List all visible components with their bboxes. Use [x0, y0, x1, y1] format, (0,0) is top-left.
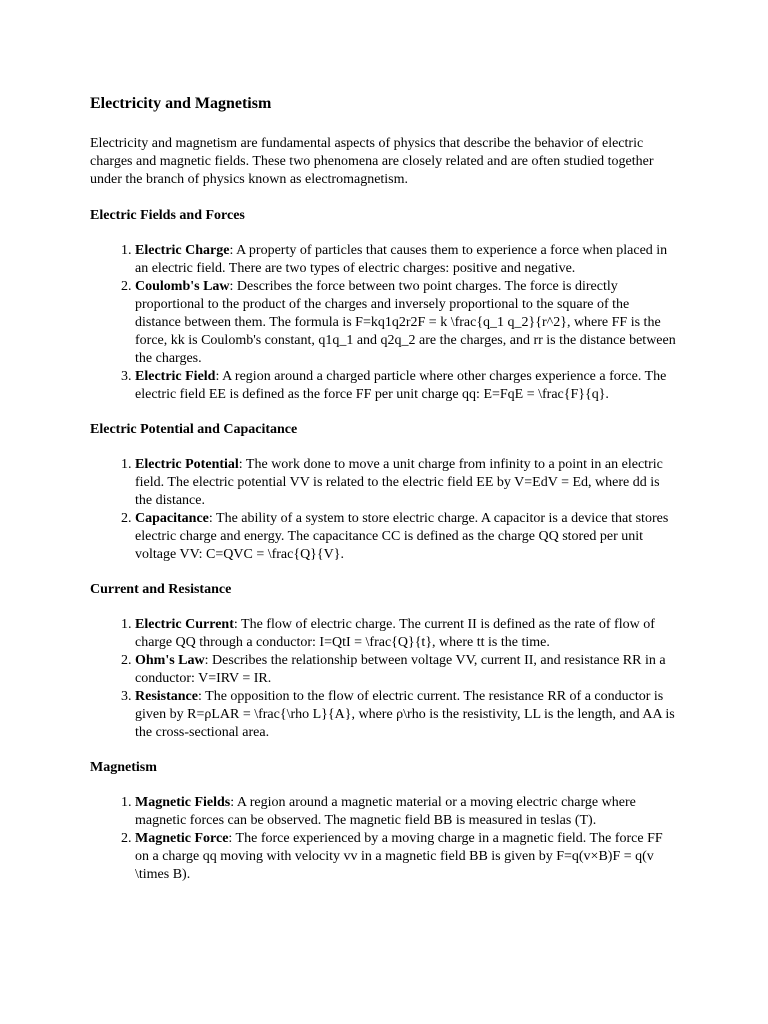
intro-paragraph: Electricity and magnetism are fundamental aspects of physics that describe the behavior of electric charges and magnetic fields. These two phenomena are closely related and are often studied together under the branch of physics known as electromagnetism. — [90, 136, 654, 187]
list-item — [135, 456, 678, 510]
list-item — [135, 242, 678, 278]
list-item-text: : The force experienced by a moving charge in a magnetic field. The force FF on a charge qq moving with velocity vv in a magnetic field BB is given by F=q(v×B)F = q(v \times B). — [135, 831, 663, 882]
list-item-term: Coulomb's Law — [135, 279, 230, 294]
list-item-text: : A property of particles that causes them to experience a force when placed in an electric field. There are two types of electric charges: positive and negative. — [135, 243, 668, 276]
list-item-text: : Describes the force between two point charges. The force is directly proportional to the product of the charges and inversely proportional to the square of the distance between them. The formula is F=kq1q2r2F = k \frac{q_1 q_2}{r^2}, where FF is the force, kk is Coulomb's constant, q1q_1 and q2q_2 are the charges, and rr is the distance between the charges. — [135, 279, 676, 366]
list-item-text: : The work done to move a unit charge from infinity to a point in an electric field. The electric potential VV is related to the electric field EE by V=EdV = Ed, where dd is the distance. — [135, 457, 663, 508]
section-list-current-resistance — [90, 616, 678, 742]
list-item-text: : Describes the relationship between voltage VV, current II, and resistance RR in a conductor: V=IRV = IR. — [135, 653, 666, 686]
list-item-text: : The flow of electric charge. The current II is defined as the rate of flow of charge QQ through a conductor: I=QtI = \frac{Q}{t}, where tt is the time. — [135, 617, 655, 650]
list-item — [135, 688, 678, 742]
list-item-text: : The ability of a system to store electric charge. A capacitor is a device that stores electric charge and energy. The capacitance CC is defined as the charge QQ stored per unit voltage VV: C=QVC = \frac{Q}{V}. — [135, 511, 669, 562]
list-item — [135, 278, 678, 368]
list-item — [135, 652, 678, 688]
list-item-term: Electric Current — [135, 617, 234, 632]
list-item — [135, 794, 678, 830]
list-item-text: : A region around a charged particle where other charges experience a force. The electric field EE is defined as the force FF per unit charge qq: E=FqE = \frac{F}{q}. — [135, 369, 667, 402]
list-item-term: Resistance — [135, 689, 198, 704]
list-item-term: Capacitance — [135, 511, 209, 526]
list-item — [135, 616, 678, 652]
list-item-term: Electric Field — [135, 369, 216, 384]
list-item — [135, 368, 678, 404]
list-item-text: : A region around a magnetic material or a moving electric charge where magnetic forces can be observed. The magnetic field BB is measured in teslas (T). — [135, 795, 636, 828]
list-item-term: Electric Charge — [135, 243, 230, 258]
list-item-term: Ohm's Law — [135, 653, 205, 668]
section-heading-current-resistance: Current and Resistance — [90, 582, 232, 597]
list-item-term: Electric Potential — [135, 457, 239, 472]
section-heading-electric-potential: Electric Potential and Capacitance — [90, 422, 298, 437]
section-heading-electric-fields: Electric Fields and Forces — [90, 208, 245, 223]
section-heading-magnetism: Magnetism — [90, 760, 157, 775]
section-list-electric-fields — [90, 242, 678, 404]
section-list-electric-potential — [90, 456, 678, 564]
list-item-term: Magnetic Force — [135, 831, 229, 846]
list-item-term: Magnetic Fields — [135, 795, 231, 810]
list-item-text: : The opposition to the flow of electric current. The resistance RR of a conductor is given by R=ρLAR = \frac{\rho L}{A}, where ρ\rho is the resistivity, LL is the length, and AA is the cross-sectional area. — [135, 689, 675, 740]
document-title: Electricity and Magnetism — [90, 95, 272, 112]
list-item — [135, 830, 678, 884]
section-list-magnetism — [90, 794, 678, 884]
list-item — [135, 510, 678, 564]
